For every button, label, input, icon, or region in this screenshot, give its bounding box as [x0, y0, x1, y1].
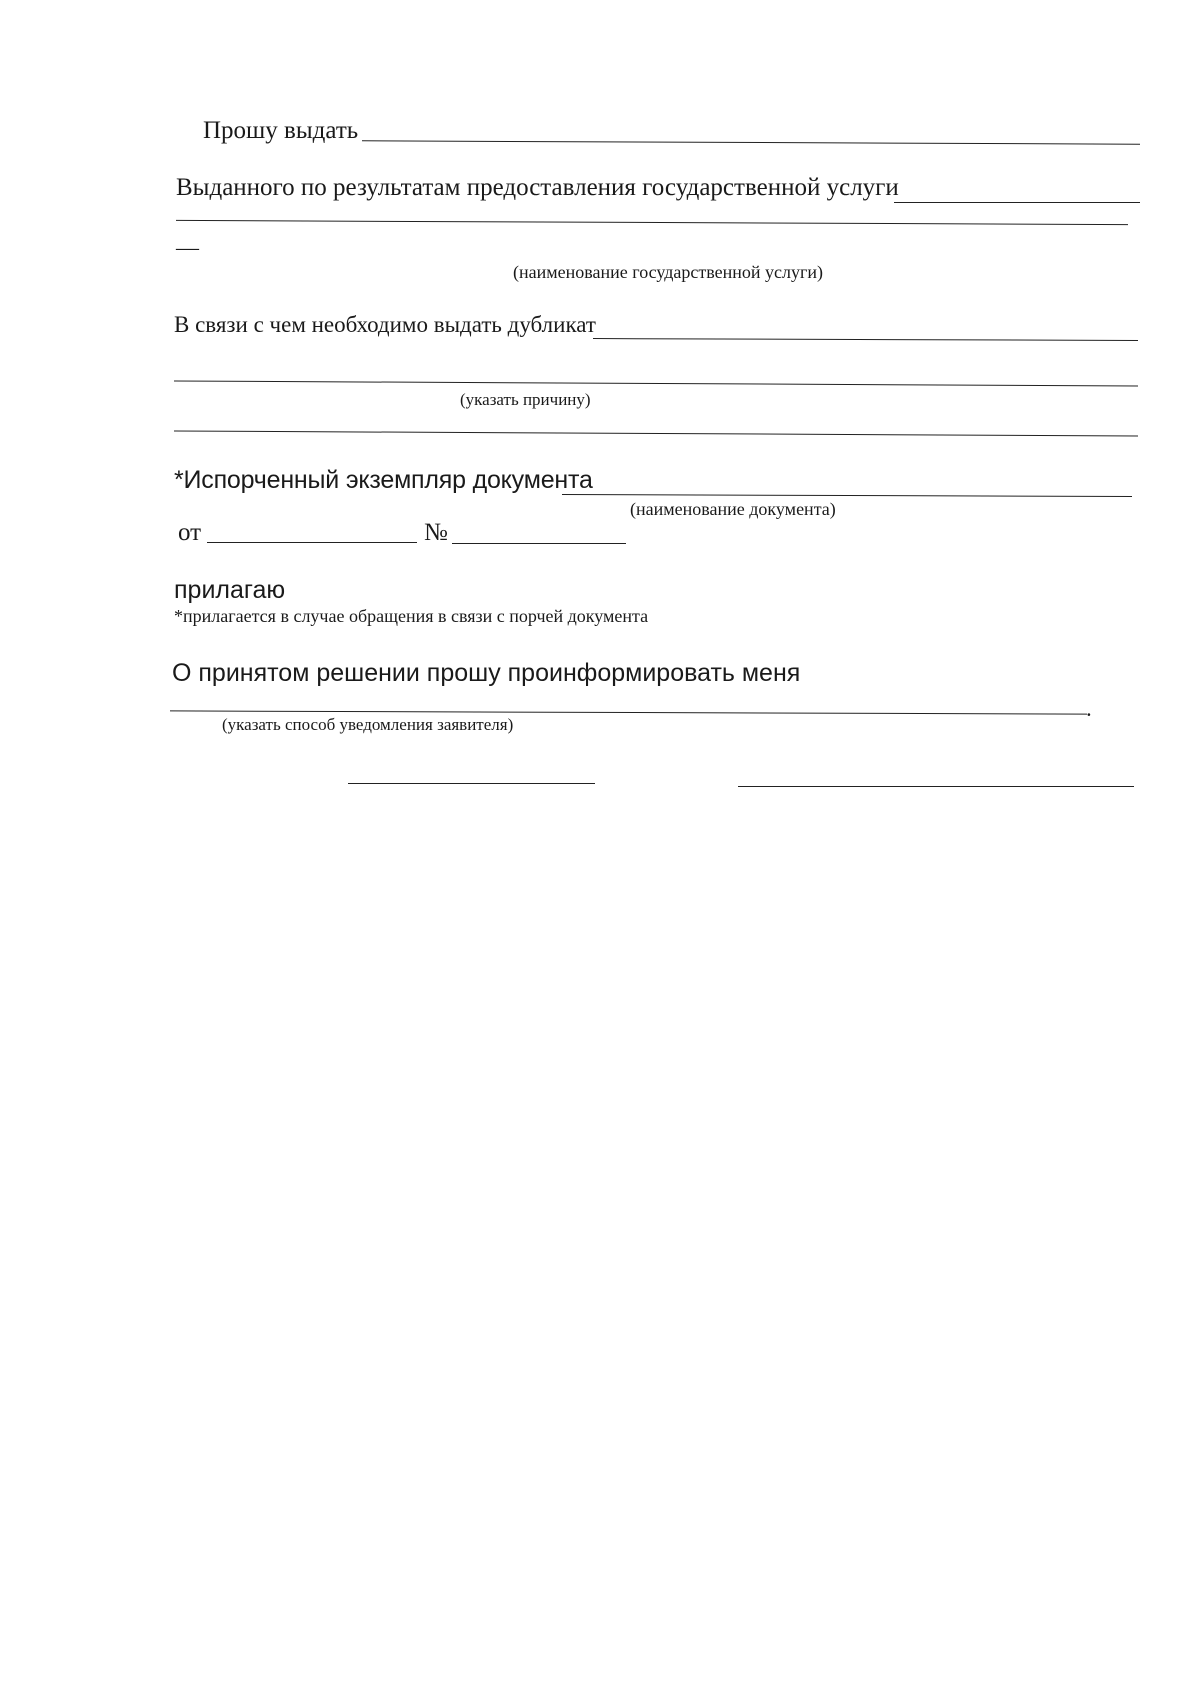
signature-field[interactable] — [348, 783, 595, 784]
service-name-caption: (наименование государственной услуги) — [513, 262, 824, 282]
reason-field-line-2[interactable] — [174, 430, 1138, 436]
dash-mark: — — [176, 235, 199, 260]
reason-caption: (указать причину) — [460, 390, 591, 409]
document-number-field[interactable] — [452, 543, 626, 544]
issued-by-service-label: Выданного по результатам предоставления государственной услуги — [176, 174, 899, 201]
service-name-field-part2[interactable] — [176, 220, 1128, 225]
notification-method-field[interactable] — [170, 710, 1087, 714]
duplicate-reason-field[interactable] — [593, 338, 1138, 341]
date-from-label: от — [178, 519, 202, 546]
reason-field-line[interactable] — [174, 380, 1138, 386]
request-issue-label: Прошу выдать — [203, 117, 359, 144]
document-date-field[interactable] — [207, 542, 417, 543]
duplicate-reason-label: В связи с чем необходимо выдать дубликат — [174, 312, 596, 337]
attach-label: прилагаю — [174, 576, 286, 604]
service-name-field-part1[interactable] — [894, 202, 1140, 203]
applicant-name-field[interactable] — [738, 786, 1134, 787]
damaged-document-name-field[interactable] — [562, 494, 1132, 497]
inform-decision-label: О принятом решении прошу проинформировать меня — [172, 659, 801, 687]
issue-document-field[interactable] — [362, 140, 1140, 144]
damaged-document-label: *Испорченный экземпляр документа — [174, 466, 593, 494]
document-name-caption: (наименование документа) — [630, 499, 836, 519]
attach-footnote: *прилагается в случае обращения в связи с порчей документа — [174, 606, 649, 626]
number-sign-label: № — [424, 519, 448, 546]
notification-method-caption: (указать способ уведомления заявителя) — [222, 715, 514, 734]
period-mark: . — [1086, 696, 1092, 721]
